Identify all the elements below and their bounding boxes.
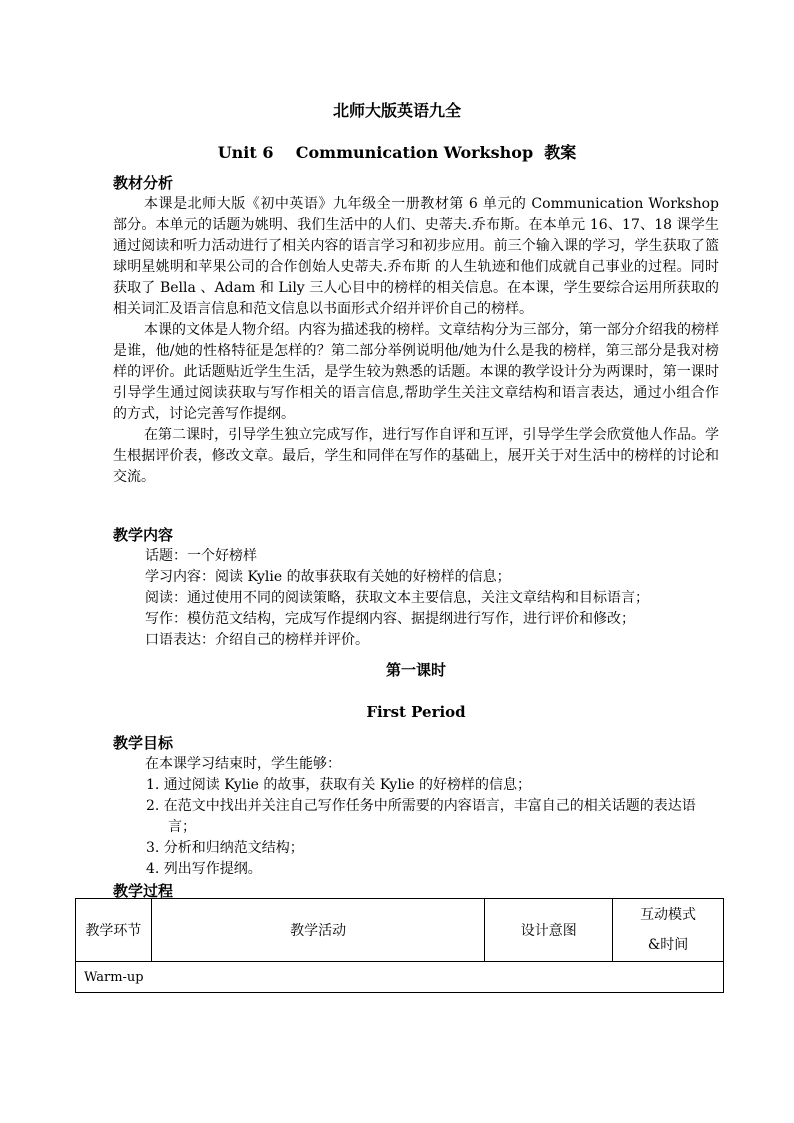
goals-heading: 教学目标 <box>113 734 174 752</box>
analysis-paragraph-2: 本课的文体是人物介绍。内容为描述我的榜样。文章结构分为三部分，第一部分介绍我的榜样是谁，他/她的性格特征是怎样的？第二部分举例说明他/她为什么是我的榜样，第三部分是我对榜样的评价。此话题贴近学生生活，是学生较为熟悉的话题。本课的教学设计分为两课时，第一课时引导学生通过阅读获取与写作相关的语言信息,帮助学生关注文章结构和语言表达，通过小组合作的方式，讨论完善写作提纲。 <box>113 322 719 422</box>
header-stage: 教学环节 <box>76 899 152 962</box>
document-title: 北师大版英语九全 <box>332 101 461 120</box>
header-mode-line1: 互动模式 <box>640 907 697 923</box>
goal-item: 1. 通过阅读 Kylie 的故事，获取有关 Kylie 的好榜样的信息； <box>146 777 532 793</box>
header-mode-line2: &时间 <box>647 937 689 953</box>
period-title-cn: 第一课时 <box>385 661 446 679</box>
header-purpose: 设计意图 <box>485 899 613 962</box>
content-heading: 教学内容 <box>113 526 174 544</box>
table-row <box>76 962 724 993</box>
content-section <box>113 524 719 651</box>
analysis-paragraph-1: 本课是北师大版《初中英语》九年级全一册教材第 6 单元的 Communication Workshop 部分。本单元的话题为姚明、我们生活中的人们、史蒂夫.乔布斯。在本单元 16、17、18 课学生通过阅读和听力活动进行了相关内容的语言学习和初步应用。前三个输入课的学习，学生获取了篮球明星姚明和苹果公司的合作创始人史蒂夫.乔布斯 的人生轨迹和他们成就自己事业的过程。同时获取了 Bella 、Adam 和 Lily 三人心目中的榜样的相关信息。在本课，学生要综合运用所获取的相关词汇及语言信息和范文信息以书面形式介绍并评价自己的榜样。 <box>113 196 719 317</box>
content-item: 学习内容：阅读 Kylie 的故事获取有关她的好榜样的信息； <box>145 569 511 585</box>
content-item: 阅读：通过使用不同的阅读策略，获取文本主要信息，关注文章结构和目标语言； <box>145 590 649 606</box>
goals-section <box>113 732 719 902</box>
header-mode-time <box>613 899 724 962</box>
header-activity: 教学活动 <box>151 899 484 962</box>
content-item: 话题：一个好榜样 <box>145 548 257 564</box>
goals-intro: 在本课学习结束时，学生能够： <box>145 756 341 772</box>
process-heading: 教学过程 <box>113 882 174 900</box>
analysis-heading: 教材分析 <box>113 174 174 192</box>
analysis-section <box>113 172 719 488</box>
unit-title: Unit 6 Communication Workshop 教案 <box>217 143 577 162</box>
period-title-en: First Period <box>366 703 466 721</box>
content-item: 口语表达：介绍自己的榜样并评价。 <box>145 632 369 648</box>
goal-item: 3. 分析和归纳范文结构； <box>146 840 304 856</box>
teaching-process-table <box>75 898 724 993</box>
analysis-paragraph-3: 在第二课时，引导学生独立完成写作，进行写作自评和互评，引导学生学会欣赏他人作品。学生根据评价表，修改文章。最后，学生和同伴在写作的基础上，展开关于对生活中的榜样的讨论和交流。 <box>113 427 719 485</box>
content-item: 写作：模仿范文结构，完成写作提纲内容、据提纲进行写作，进行评价和修改； <box>145 611 635 627</box>
goal-item: 4. 列出写作提纲。 <box>146 861 262 877</box>
goal-item: 2. 在范文中找出并关注自己写作任务中所需要的内容语言，丰富自己的相关话题的表达语言； <box>146 798 696 835</box>
goals-list <box>113 775 719 880</box>
row-warm-up: Warm-up <box>76 962 724 993</box>
table-header-row <box>76 899 724 962</box>
